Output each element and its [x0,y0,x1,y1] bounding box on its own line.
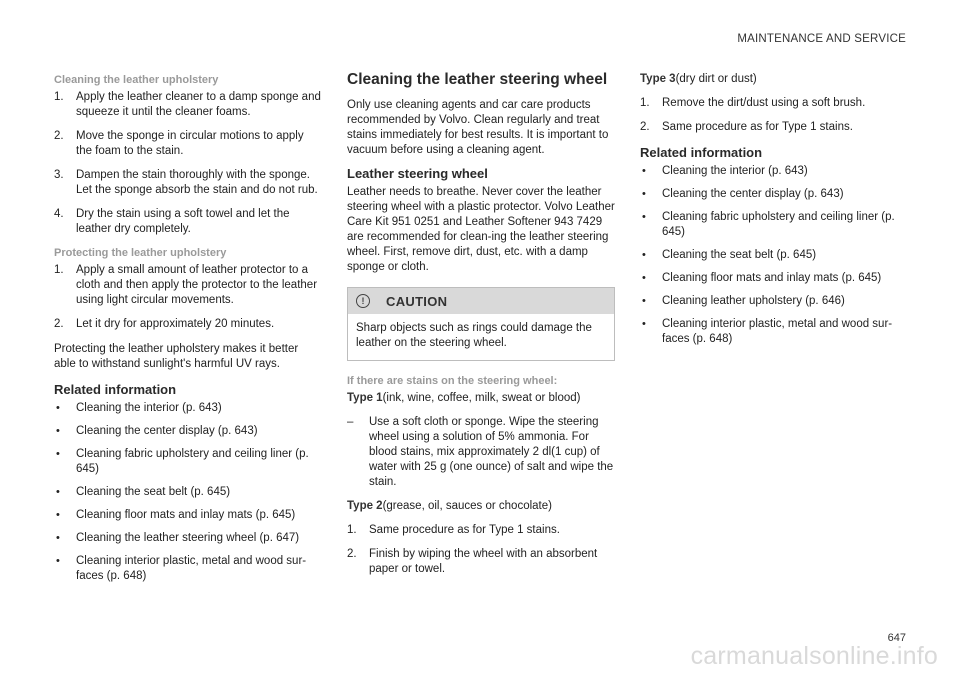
list-item: 1. Same procedure as for Type 1 stains. [347,524,560,536]
related-info-list [54,401,322,584]
watermark: carmanualsonline.info [690,642,938,670]
related-link[interactable]: • Cleaning interior plastic, metal and wood sur-faces (p. 648) [642,318,893,345]
related-info-list [640,164,908,347]
related-link[interactable]: • Cleaning leather upholstery (p. 646) [642,295,845,307]
leather-protect-heading: Protecting the leather upholstery [54,247,227,259]
leather-cleaning-steps [54,90,322,237]
related-link[interactable]: • Cleaning the leather steering wheel (p. 647) [56,532,300,544]
caution-title: CAUTION [386,293,448,309]
related-link[interactable]: • Cleaning fabric upholstery and ceiling liner (p. 645) [642,211,895,238]
column-right [640,74,908,355]
leather-cleaning-heading: Cleaning the leather upholstery [54,74,219,86]
leather-wheel-heading: Leather steering wheel [347,166,488,181]
related-link[interactable]: • Cleaning the center display (p. 643) [642,188,844,200]
related-link[interactable]: • Cleaning the interior (p. 643) [56,402,222,414]
list-item: – Use a soft cloth or sponge. Wipe the steering wheel using a solution of 5% ammonia. For blood stains, mix approximately 2 dl(1 cup) of water with 25 g (one ounce) of salt and wipe the stain. [347,416,614,488]
type1-line: Type 1(ink, wine, coffee, milk, sweat or blood) [347,392,581,404]
caution-header [348,288,614,314]
type3-line: Type 3(dry dirt or dust) [640,73,757,85]
related-link[interactable]: • Cleaning the center display (p. 643) [56,425,258,437]
list-item: 3. Dampen the stain thoroughly with the sponge. Let the sponge absorb the stain and do not rub. [54,169,318,196]
related-link[interactable]: • Cleaning fabric upholstery and ceiling liner (p. 645) [56,448,309,475]
related-link[interactable]: • Cleaning floor mats and inlay mats (p. 645) [642,272,882,284]
type2-steps [347,523,615,577]
running-header: MAINTENANCE AND SERVICE [737,33,906,45]
related-link[interactable]: • Cleaning interior plastic, metal and wood sur-faces (p. 648) [56,555,307,582]
list-item: 1. Apply a small amount of leather protector to a cloth and then apply the protector to the leather using light circular movements. [54,264,318,306]
list-item: 1. Remove the dirt/dust using a soft brush. [640,97,866,109]
caution-box [347,287,615,361]
list-item: 2. Move the sponge in circular motions to apply the foam to the stain. [54,130,304,157]
column-middle [347,71,615,587]
related-link[interactable]: • Cleaning the seat belt (p. 645) [642,249,817,261]
protect-note: Protecting the leather upholstery makes it better able to withstand sunlight's harmful UV rays. [54,343,299,370]
warning-icon: ! [356,294,370,308]
list-item: 1. Apply the leather cleaner to a damp sponge and squeeze it until the cleaner foams. [54,91,321,118]
list-item: 2. Finish by wiping the wheel with an absorbent paper or towel. [347,548,598,575]
page-number: 647 [887,632,906,644]
column-left [54,74,322,592]
section-title: Cleaning the leather steering wheel [347,71,608,88]
section-intro: Only use cleaning agents and car care products recommended by Volvo. Clean regularly and treat stains immediately for best results. It is important to vacuum before using a cleaning agent. [347,99,609,156]
related-info-heading: Related information [54,382,177,397]
related-info-heading: Related information [640,145,763,160]
related-link[interactable]: • Cleaning floor mats and inlay mats (p. 645) [56,509,296,521]
stains-heading: If there are stains on the steering wheel: [347,375,558,387]
leather-wheel-body: Leather needs to breathe. Never cover the leather steering wheel with a plastic protector. Volvo Leather Care Kit 951 0251 and Leather Softener 943 7429 are recommended for clean-ing the leather steering wheel. First, remove dirt, dust, etc. with a damp sponge or cloth. [347,186,615,273]
type2-line: Type 2(grease, oil, sauces or chocolate) [347,500,552,512]
list-item: 4. Dry the stain using a soft towel and let the leather dry completely. [54,208,290,235]
list-item: 2. Same procedure as for Type 1 stains. [640,121,853,133]
type1-list [347,415,615,490]
related-link[interactable]: • Cleaning the seat belt (p. 645) [56,486,231,498]
caution-text: Sharp objects such as rings could damage the leather on the steering wheel. [356,322,592,349]
leather-protect-steps [54,263,322,332]
related-link[interactable]: • Cleaning the interior (p. 643) [642,165,808,177]
type3-steps [640,96,908,135]
list-item: 2. Let it dry for approximately 20 minutes. [54,318,275,330]
